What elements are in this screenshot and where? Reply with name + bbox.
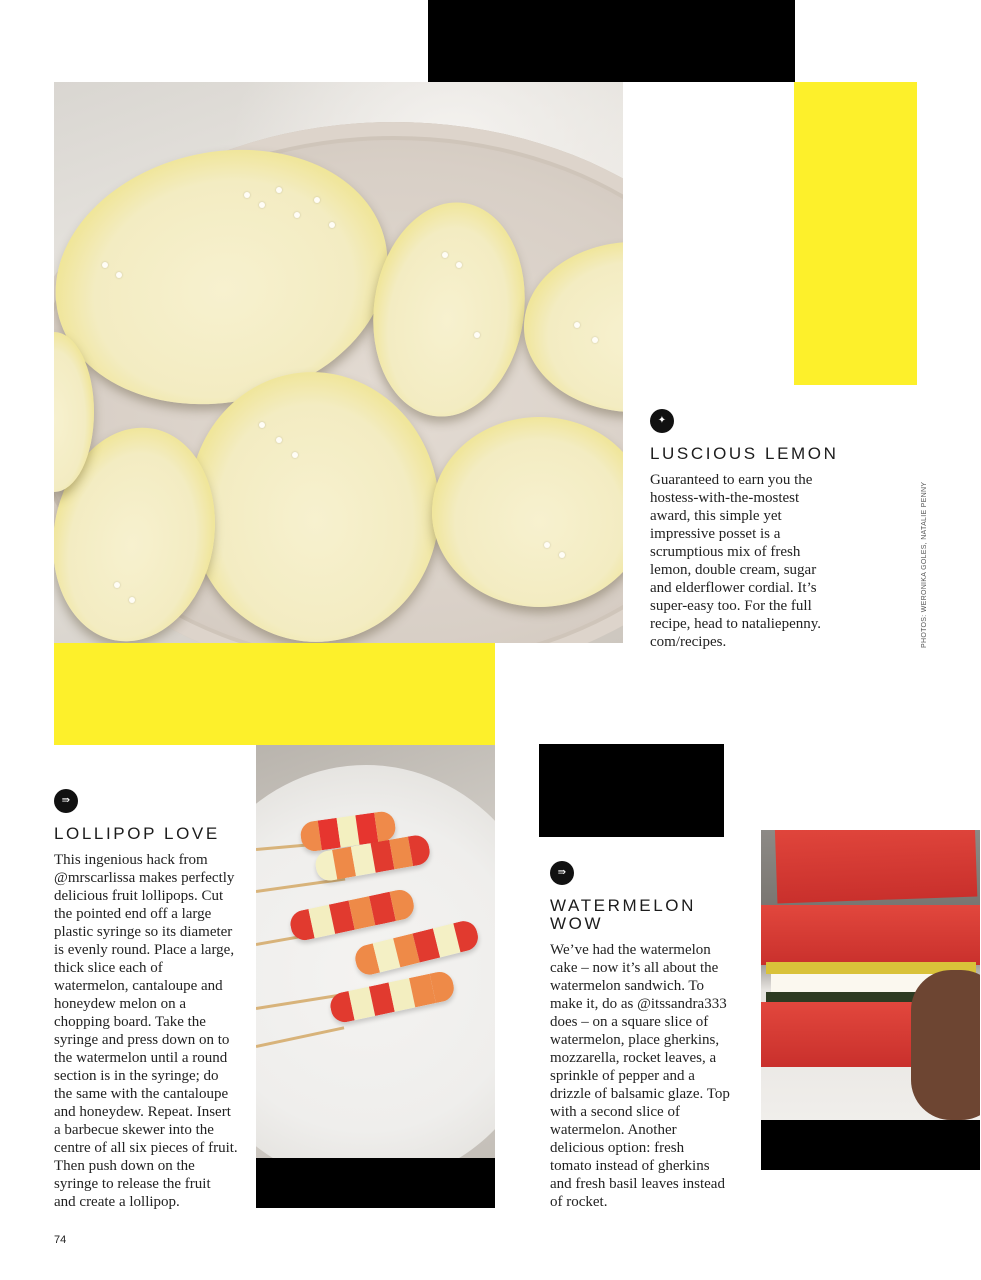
lollipop-black-block xyxy=(256,1158,495,1208)
elderflower xyxy=(276,437,282,443)
elderflower xyxy=(244,192,250,198)
elderflower xyxy=(559,552,565,558)
watermelon-heading: WATERMELON WOW xyxy=(550,896,696,933)
arrow-right-icon: ⇛ xyxy=(550,861,574,885)
watermelon-bottom-black-block xyxy=(761,1120,980,1170)
elderflower xyxy=(116,272,122,278)
ornate-arrow-icon: ✦ xyxy=(650,409,674,433)
top-black-block xyxy=(428,0,795,82)
right-yellow-block xyxy=(794,82,917,385)
elderflower xyxy=(292,452,298,458)
watermelon-sandwich-photo xyxy=(761,830,980,1120)
lollipop-heading: LOLLIPOP LOVE xyxy=(54,824,220,843)
elderflower xyxy=(456,262,462,268)
elderflower xyxy=(129,597,135,603)
watermelon-slice xyxy=(761,905,980,965)
watermelon-slice xyxy=(775,830,978,903)
elderflower xyxy=(294,212,300,218)
elderflower xyxy=(259,202,265,208)
page-number: 74 xyxy=(54,1234,67,1246)
elderflower xyxy=(314,197,320,203)
elderflower xyxy=(114,582,120,588)
watermelon-body: We’ve had the watermelon cake – now it’s all about the watermelon sandwich. To make it, do as @itssandra333 does – on a square slice of watermelon, place gherkins, mozzarella, rocket leaves, a sprinkle of pepper and a drizzle of balsamic glaze. Top with a second slice of watermelon. Another delicious option: fresh tomato instead of gherkins and fresh basil leaves instead of rocket. xyxy=(550,942,730,1210)
left-yellow-block xyxy=(54,643,495,745)
elderflower xyxy=(474,332,480,338)
elderflower xyxy=(329,222,335,228)
arrow-right-icon: ⇛ xyxy=(54,789,78,813)
fruit-lollipops-photo xyxy=(256,745,495,1158)
photo-credit: PHOTOS: WERONIKA GOLES, NATALIE PENNY xyxy=(921,481,928,648)
hand xyxy=(911,970,980,1120)
lollipop-body: This ingenious hack from @mrscarlissa makes perfectly delicious fruit lollipops. Cut the pointed end off a large plastic syringe so its diameter is evenly round. Place a large, thick slice each of watermelon, cantaloupe and honeydew melon on a chopping board. Take the syringe and press down on to the watermelon until a round section is in the syringe; do the same with the cantaloupe and honeydew. Repeat. Insert a barbecue skewer into the centre of all six pieces of fruit. Then push down on the syringe to release the fruit and create a lollipop. xyxy=(54,852,238,1210)
lemon-body: Guaranteed to earn you the hostess-with-the-mostest award, this simple yet impressive posset is a scrumptious mix of fresh lemon, double cream, sugar and elderflower cordial. It’s super-easy too. For the full recipe, head to nataliepenny. com/recipes. xyxy=(650,472,822,650)
elderflower xyxy=(544,542,550,548)
elderflower xyxy=(276,187,282,193)
elderflower xyxy=(259,422,265,428)
elderflower xyxy=(442,252,448,258)
lemon-heading: LUSCIOUS LEMON xyxy=(650,444,839,463)
lemon-posset-photo xyxy=(54,82,623,643)
elderflower xyxy=(102,262,108,268)
watermelon-top-black-block xyxy=(539,744,724,837)
elderflower xyxy=(574,322,580,328)
elderflower xyxy=(592,337,598,343)
